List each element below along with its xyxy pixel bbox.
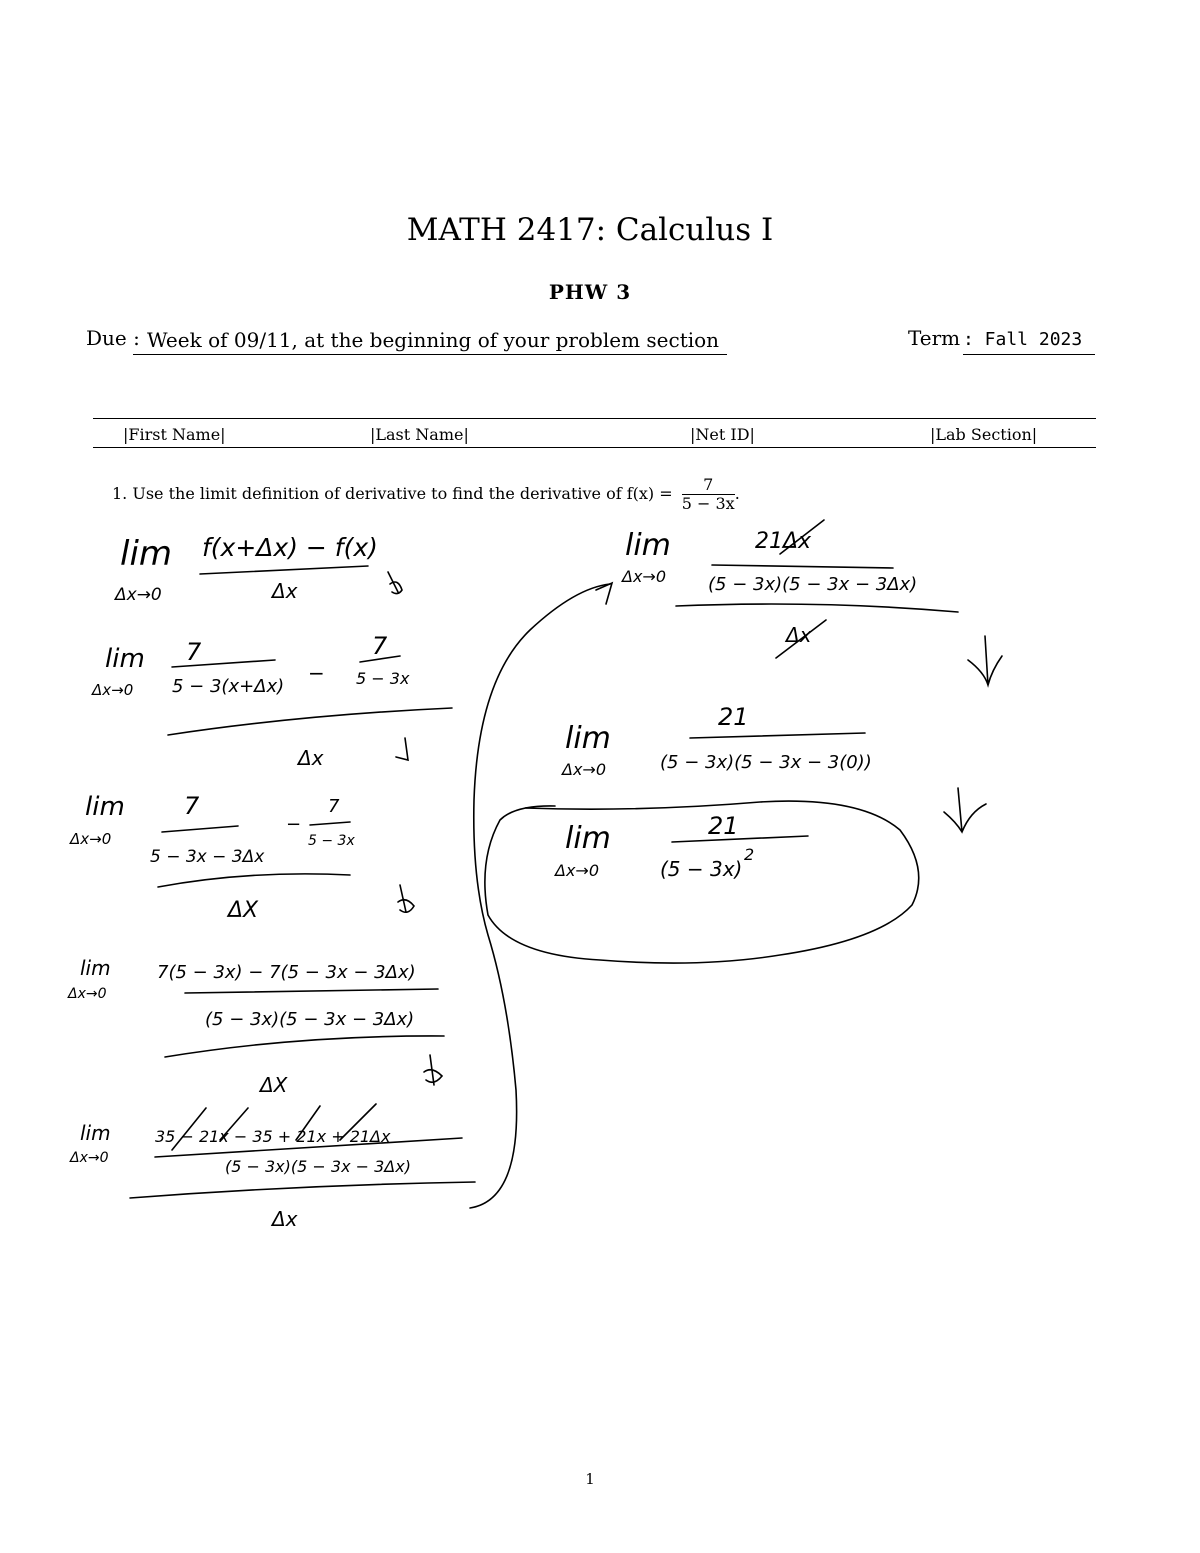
step3-den: ΔX [228, 898, 259, 923]
fraction-denominator: 5 − 3x [681, 494, 735, 513]
step1-fraction-bar [200, 566, 368, 574]
step-8 [485, 801, 919, 963]
first-name-field[interactable]: |First Name| [123, 425, 226, 444]
step5-sub: Δx→0 [70, 1150, 109, 1166]
step7-den: (5 − 3x)(5 − 3x − 3(0)) [660, 752, 872, 773]
due-label: Due : [86, 326, 140, 350]
step3-sub: Δx→0 [70, 830, 112, 848]
problem-end: . [734, 484, 740, 503]
step-5 [69, 1104, 475, 1231]
step1-sub: Δx→0 [115, 585, 162, 605]
step4-sub: Δx→0 [68, 986, 107, 1002]
step5-den: Δx [272, 1207, 298, 1231]
step3-minus: − [286, 814, 302, 835]
connector-curve [470, 584, 610, 1208]
term-label: Term [908, 326, 961, 350]
step2-sub: Δx→0 [92, 681, 134, 699]
step2-b-num: 7 [372, 632, 388, 660]
problem-text: 1. Use the limit definition of derivative to find the derivative of f(x) = [112, 484, 673, 503]
step2-main-bar [168, 708, 452, 735]
step1-lim: lim [120, 534, 173, 574]
step5-num: 35 − 21x − 35 + 21x + 21Δx [155, 1127, 391, 1146]
step3-b-num: 7 [328, 796, 340, 817]
step6-lim: lim [625, 528, 671, 563]
answer-circle [485, 801, 919, 963]
step7-sub: Δx→0 [562, 760, 606, 779]
step-4 [67, 956, 444, 1097]
down-arrow-icon [944, 788, 986, 832]
step-1 [113, 533, 402, 605]
step1-den: Δx [272, 579, 298, 603]
step2-den: Δx [298, 746, 324, 770]
step-3 [69, 792, 414, 923]
last-name-field[interactable]: |Last Name| [370, 425, 469, 444]
step4-den1: (5 − 3x)(5 − 3x − 3Δx) [205, 1009, 415, 1030]
step5-main-bar [130, 1182, 475, 1198]
step4-num-bar [185, 989, 438, 993]
step3-lim: lim [85, 792, 125, 822]
step2-lim: lim [105, 644, 145, 674]
step1-num: f(x+Δx) − f(x) [202, 533, 378, 562]
step2-a-den: 5 − 3(x+Δx) [172, 676, 285, 697]
step7-num-bar [690, 733, 865, 738]
step3-a-den: 5 − 3x − 3Δx [150, 847, 265, 867]
step7-num: 21 [718, 703, 749, 731]
step4-num: 7(5 − 3x) − 7(5 − 3x − 3Δx) [157, 962, 416, 983]
step5-lim: lim [80, 1121, 111, 1145]
fraction-numerator: 7 [682, 476, 735, 495]
step8-lim: lim [565, 821, 611, 856]
down-arrow-icon [388, 572, 402, 594]
step6-num-bar [712, 565, 893, 568]
step-6 [620, 520, 1002, 685]
step8-num-bar [672, 836, 808, 842]
step3-a-bar [162, 826, 238, 832]
step8-exp: 2 [744, 845, 755, 864]
down-arrow-icon [424, 1055, 442, 1085]
step8-den: (5 − 3x) [660, 857, 743, 881]
down-arrow-icon [968, 636, 1002, 685]
net-id-field[interactable]: |Net ID| [690, 425, 755, 444]
step8-num: 21 [708, 812, 739, 840]
step3-main-bar [158, 874, 350, 887]
step4-main-bar [165, 1036, 444, 1057]
due-value: Week of 09/11, at the beginning of your problem section [133, 326, 727, 355]
down-arrow-icon [398, 885, 414, 912]
step5-den1: (5 − 3x)(5 − 3x − 3Δx) [225, 1157, 411, 1176]
step6-den: Δx [786, 623, 812, 647]
step4-den: ΔX [260, 1073, 288, 1097]
assignment-subtitle: PHW 3 [548, 280, 632, 304]
page-number: 1 [585, 1470, 595, 1488]
step4-lim: lim [80, 956, 111, 980]
step6-den1: (5 − 3x)(5 − 3x − 3Δx) [708, 574, 918, 595]
down-arrow-icon [396, 738, 408, 760]
step6-sub: Δx→0 [622, 567, 666, 586]
step-2 [91, 632, 452, 770]
step2-b-den: 5 − 3x [356, 669, 410, 688]
step3-a-num: 7 [184, 792, 200, 820]
step-7 [560, 703, 986, 832]
step3-b-den: 5 − 3x [308, 833, 355, 849]
step8-sub: Δx→0 [555, 861, 599, 880]
step2-a-num: 7 [186, 638, 202, 666]
term-value: : Fall 2023 [963, 326, 1095, 355]
step6-num: 21Δx [755, 529, 812, 554]
step7-lim: lim [565, 721, 611, 756]
step2-minus: − [308, 661, 325, 685]
step6-main-bar [676, 604, 958, 612]
step3-b-bar [310, 822, 350, 825]
lab-section-field[interactable]: |Lab Section| [930, 425, 1038, 444]
page-title: MATH 2417: Calculus I [406, 212, 774, 248]
